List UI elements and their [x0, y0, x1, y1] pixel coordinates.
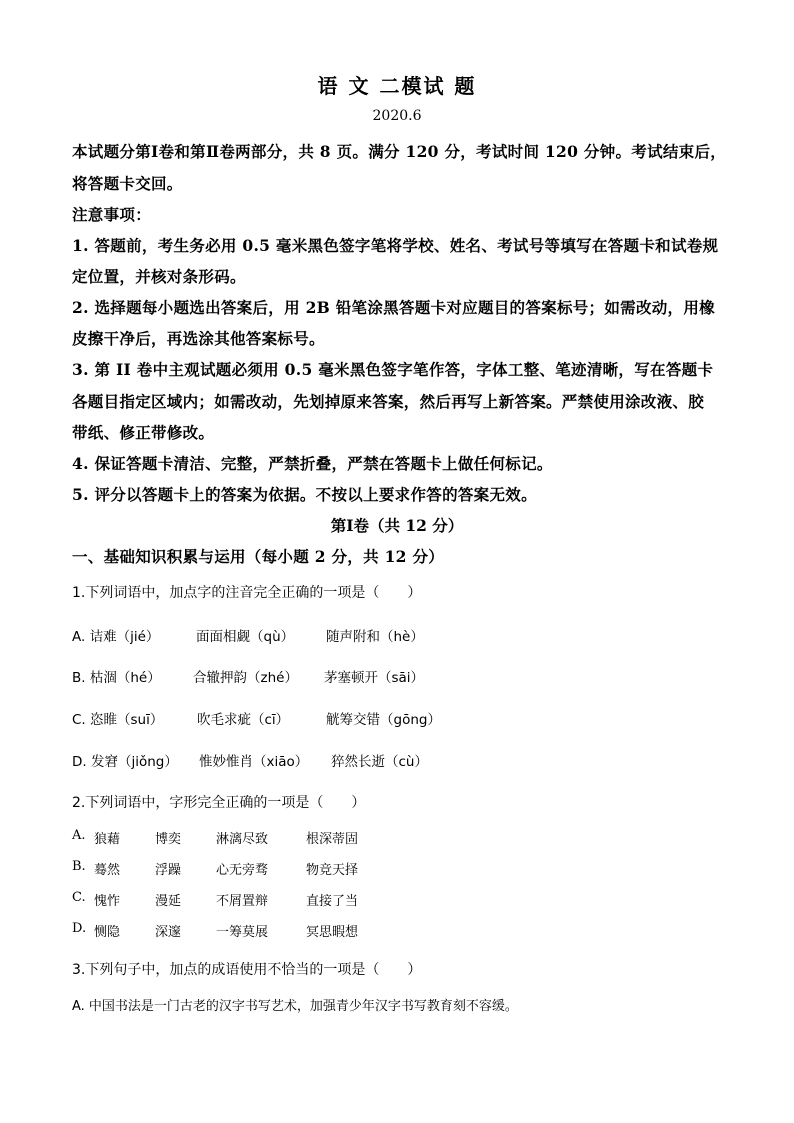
exam-title: 语 文 二模试 题: [317, 74, 477, 98]
q2-option-word: 深邃: [155, 925, 182, 940]
question-3-stem: 3.下列句子中，加点的成语使用不恰当的一项是（ ）: [72, 962, 422, 978]
notes-line: 4. 保证答题卡清洁、完整，严禁折叠，严禁在答题卡上做任何标记。: [72, 454, 553, 473]
q1-option-b-2: 合辙押韵（zhé）: [193, 670, 298, 686]
q2-option-word: 蓦然: [94, 863, 121, 878]
notes-line: 1. 答题前，考生务必用 0.5 毫米黑色签字笔将学校、姓名、考试号等填写在答题卡和试卷规: [72, 236, 719, 255]
q2-option-word: 冥思暇想: [306, 925, 359, 940]
notes-heading: 注意事项：: [72, 205, 152, 224]
intro-line: 将答题卡交回。: [72, 174, 183, 193]
q2-option-word: 博奕: [155, 832, 182, 847]
q1-option-b-1: B. 枯涸（hé）: [72, 670, 161, 686]
q1-option-c-3: 觥筹交错（gōng）: [326, 712, 441, 728]
notes-line: 定位置，并核对条形码。: [72, 267, 246, 286]
notes-line: 皮擦干净后，再选涂其他答案标号。: [72, 329, 325, 348]
q2-option-word: 直接了当: [306, 894, 359, 909]
q2-option-word: 浮躁: [155, 863, 182, 878]
q2-option-word: 恻隐: [94, 925, 121, 940]
part-title: 一、基础知识积累与运用（每小题 2 分，共 12 分）: [72, 547, 445, 566]
q2-option-word: 淋漓尽致: [216, 832, 269, 847]
q1-option-a-3: 随声附和（hè）: [326, 629, 424, 645]
q1-option-b-3: 茅塞顿开（sāi）: [324, 670, 425, 686]
exam-date: 2020.6: [372, 108, 422, 124]
volume-title: 第Ⅰ卷（共 12 分）: [330, 516, 464, 535]
q2-option-word: 漫延: [155, 894, 182, 909]
notes-line: 2. 选择题每小题选出答案后，用 2B 铅笔涂黑答题卡对应题目的答案标号；如需改动，用橡: [72, 298, 715, 317]
q3-option-a: A. 中国书法是一门古老的汉字书写艺术，加强青少年汉字书写教育刻不容缓。: [72, 999, 518, 1014]
q1-option-d-1: D. 发窘（jiǒng）: [72, 754, 178, 770]
q2-option-letter: A.: [72, 828, 86, 843]
q2-option-letter: C.: [72, 890, 86, 905]
q2-option-letter: D.: [72, 921, 87, 936]
notes-line: 各题目指定区域内；如需改动，先划掉原来答案，然后再写上新答案。严禁使用涂改液、胶: [72, 392, 705, 411]
q2-option-word: 狼藉: [94, 832, 121, 847]
q1-option-d-2: 惟妙惟肖（xiāo）: [199, 754, 309, 770]
notes-line: 带纸、修正带修改。: [72, 423, 215, 442]
q2-option-word: 根深蒂固: [306, 832, 359, 847]
question-2-stem: 2.下列词语中，字形完全正确的一项是（ ）: [72, 795, 366, 811]
notes-line: 3. 第 II 卷中主观试题必须用 0.5 毫米黑色签字笔作答，字体工整、笔迹清晰，写在答题卡: [72, 360, 714, 379]
q2-option-letter: B.: [72, 859, 86, 874]
q1-option-d-3: 猝然长逝（cù）: [331, 754, 428, 770]
q2-option-word: 不屑置辩: [216, 894, 269, 909]
q2-option-word: 愧怍: [94, 894, 121, 909]
q1-option-a-2: 面面相觑（qù）: [196, 629, 295, 645]
intro-line: 本试题分第Ⅰ卷和第Ⅱ卷两部分，共 8 页。满分 120 分，考试时间 120 分钟。考试结束后，: [72, 142, 727, 161]
q2-option-word: 物竞天择: [306, 863, 359, 878]
q1-option-a-1: A. 诘难（jié）: [72, 629, 160, 645]
notes-line: 5. 评分以答题卡上的答案为依据。不按以上要求作答的答案无效。: [72, 485, 537, 504]
q2-option-word: 心无旁骛: [216, 863, 269, 878]
question-1-stem: 1.下列词语中，加点字的注音完全正确的一项是（ ）: [72, 585, 422, 601]
q2-option-word: 一筹莫展: [216, 925, 269, 940]
q1-option-c-1: C. 恣睢（suī）: [72, 712, 164, 728]
q1-option-c-2: 吹毛求疵（cī）: [197, 712, 290, 728]
